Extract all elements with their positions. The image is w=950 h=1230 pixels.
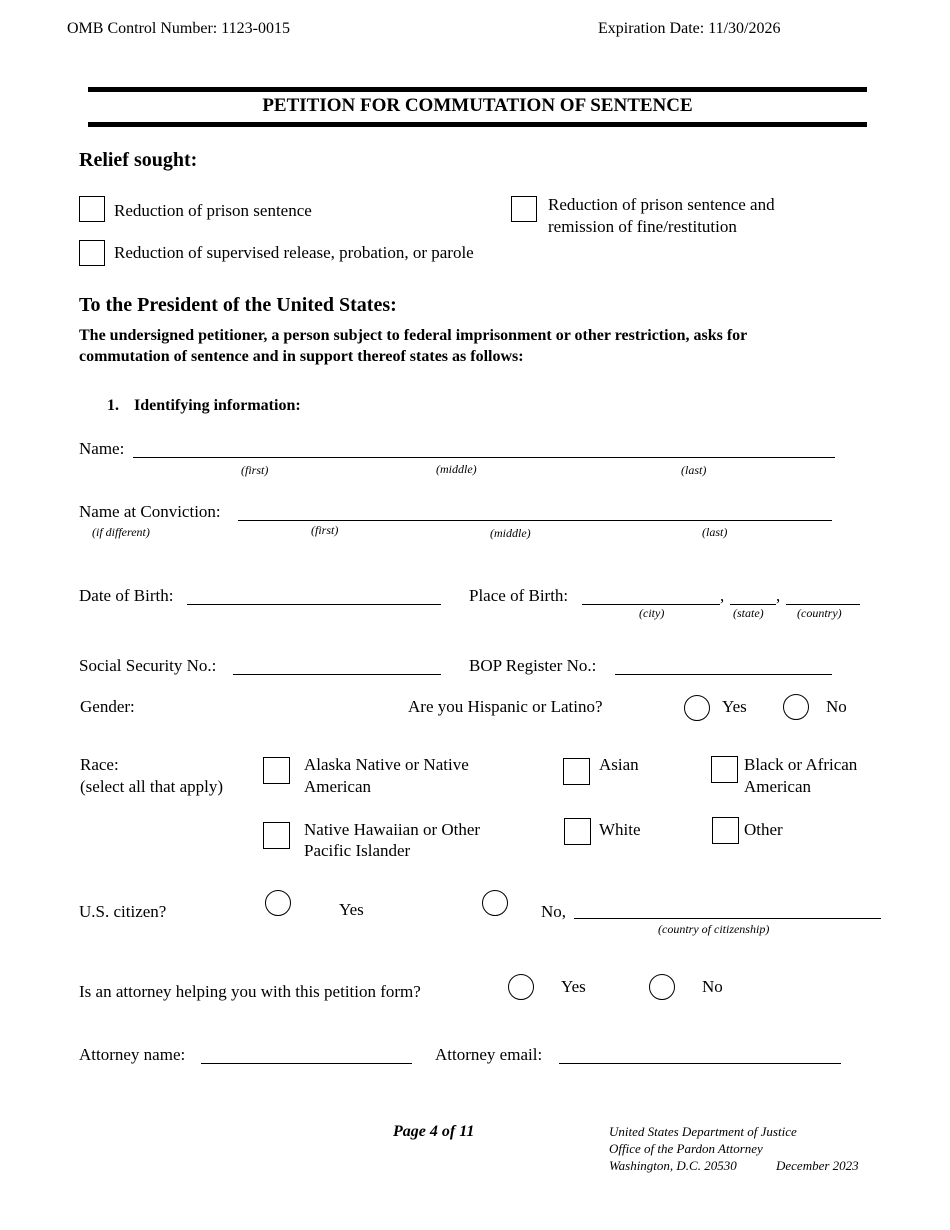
race-white-label: White xyxy=(599,820,641,839)
citizen-no-radio[interactable] xyxy=(482,890,508,916)
pob-state-hint: (state) xyxy=(733,606,764,620)
footer-city: Washington, D.C. 20530 xyxy=(609,1158,737,1173)
dob-underline xyxy=(187,604,441,605)
relief-option-2-label-line1: Reduction of prison sentence and xyxy=(548,195,775,214)
name-first-hint: (first) xyxy=(241,463,269,477)
race-hawaiian-checkbox[interactable] xyxy=(263,822,290,849)
race-asian-label: Asian xyxy=(599,755,639,774)
ssn-label: Social Security No.: xyxy=(79,656,217,675)
race-alaska-native-label-line1: Alaska Native or Native xyxy=(304,755,469,774)
citizenship-country-hint: (country of citizenship) xyxy=(658,922,770,936)
citizenship-country-input[interactable] xyxy=(574,898,880,918)
relief-reduction-and-remission-checkbox[interactable] xyxy=(511,196,537,222)
citizen-yes-label: Yes xyxy=(339,900,364,919)
conviction-name-middle-hint: (middle) xyxy=(490,526,531,540)
citizenship-country-underline xyxy=(574,918,881,919)
ssn-underline xyxy=(233,674,441,675)
relief-supervised-release-checkbox[interactable] xyxy=(79,240,105,266)
bop-input[interactable] xyxy=(615,654,831,674)
pob-country-hint: (country) xyxy=(797,606,842,620)
relief-option-1-label: Reduction of prison sentence xyxy=(114,201,312,220)
race-sublabel: (select all that apply) xyxy=(80,777,224,796)
omb-control-number: OMB Control Number: 1123-0015 xyxy=(67,20,290,37)
pob-city-input[interactable] xyxy=(582,584,719,604)
footer-office: Office of the Pardon Attorney xyxy=(609,1141,763,1156)
hispanic-no-radio[interactable] xyxy=(783,694,809,720)
attorney-email-label: Attorney email: xyxy=(435,1045,543,1064)
pob-comma-1: , xyxy=(720,586,725,605)
address-paragraph-line1: The undersigned petitioner, a person subject to federal imprisonment or other restriction, asks for xyxy=(79,327,748,344)
expiration-date: Expiration Date: 11/30/2026 xyxy=(598,20,781,37)
relief-reduction-prison-checkbox[interactable] xyxy=(79,196,105,222)
race-white-checkbox[interactable] xyxy=(564,818,591,845)
title-top-rule xyxy=(88,87,867,92)
relief-option-3-label: Reduction of supervised release, probation, or parole xyxy=(114,243,474,262)
hispanic-no-label: No xyxy=(826,697,847,716)
hispanic-yes-label: Yes xyxy=(722,697,747,716)
dob-input[interactable] xyxy=(187,584,440,604)
hispanic-question: Are you Hispanic or Latino? xyxy=(408,697,603,716)
race-other-label: Other xyxy=(744,820,783,839)
attorney-yes-label: Yes xyxy=(561,977,586,996)
pob-country-underline xyxy=(786,604,860,605)
race-alaska-native-checkbox[interactable] xyxy=(263,757,290,784)
name-middle-hint: (middle) xyxy=(436,462,477,476)
address-paragraph-line2: commutation of sentence and in support thereof states as follows: xyxy=(79,348,524,365)
attorney-email-input[interactable] xyxy=(559,1043,840,1063)
conviction-name-last-hint: (last) xyxy=(702,525,728,539)
form-title: PETITION FOR COMMUTATION OF SENTENCE xyxy=(262,95,693,116)
attorney-no-label: No xyxy=(702,977,723,996)
name-underline xyxy=(133,457,835,458)
attorney-yes-radio[interactable] xyxy=(508,974,534,1000)
citizen-no-label: No, xyxy=(541,902,567,921)
footer-department: United States Department of Justice xyxy=(609,1124,797,1139)
conviction-name-label: Name at Conviction: xyxy=(79,502,221,521)
relief-option-2-label-line2: remission of fine/restitution xyxy=(548,217,737,236)
attorney-name-input[interactable] xyxy=(201,1043,411,1063)
attorney-name-label: Attorney name: xyxy=(79,1045,186,1064)
section-title: Identifying information: xyxy=(134,397,301,414)
relief-heading: Relief sought: xyxy=(79,149,198,171)
gender-label: Gender: xyxy=(80,697,135,716)
race-asian-checkbox[interactable] xyxy=(563,758,590,785)
race-hawaiian-label-line1: Native Hawaiian or Other xyxy=(304,820,481,839)
pob-city-underline xyxy=(582,604,720,605)
title-bottom-rule xyxy=(88,122,867,127)
attorney-name-underline xyxy=(201,1063,412,1064)
pob-state-underline xyxy=(730,604,776,605)
attorney-no-radio[interactable] xyxy=(649,974,675,1000)
pob-country-input[interactable] xyxy=(786,584,859,604)
section-number: 1. xyxy=(107,397,119,414)
name-last-hint: (last) xyxy=(681,463,707,477)
conviction-name-first-hint: (first) xyxy=(311,523,339,537)
name-input[interactable] xyxy=(133,437,834,457)
race-other-checkbox[interactable] xyxy=(712,817,739,844)
name-label: Name: xyxy=(79,439,125,458)
citizen-label: U.S. citizen? xyxy=(79,902,167,921)
hispanic-yes-radio[interactable] xyxy=(684,695,710,721)
race-black-label-line1: Black or African xyxy=(744,755,858,774)
attorney-email-underline xyxy=(559,1063,841,1064)
footer-date: December 2023 xyxy=(776,1158,859,1173)
race-black-label-line2: American xyxy=(744,777,812,796)
page-number: Page 4 of 11 xyxy=(393,1123,475,1140)
pob-city-hint: (city) xyxy=(639,606,665,620)
bop-label: BOP Register No.: xyxy=(469,656,597,675)
pob-label: Place of Birth: xyxy=(469,586,569,605)
conviction-name-if-different-hint: (if different) xyxy=(92,525,150,539)
attorney-question: Is an attorney helping you with this petition form? xyxy=(79,982,421,1001)
conviction-name-underline xyxy=(238,520,832,521)
pob-state-input[interactable] xyxy=(730,584,775,604)
conviction-name-input[interactable] xyxy=(238,500,831,520)
race-black-checkbox[interactable] xyxy=(711,756,738,783)
race-hawaiian-label-line2: Pacific Islander xyxy=(304,841,411,860)
citizen-yes-radio[interactable] xyxy=(265,890,291,916)
ssn-input[interactable] xyxy=(233,654,440,674)
pob-comma-2: , xyxy=(776,586,781,605)
bop-underline xyxy=(615,674,832,675)
race-label: Race: xyxy=(80,755,119,774)
address-heading: To the President of the United States: xyxy=(79,294,397,316)
dob-label: Date of Birth: xyxy=(79,586,174,605)
race-alaska-native-label-line2: American xyxy=(304,777,372,796)
